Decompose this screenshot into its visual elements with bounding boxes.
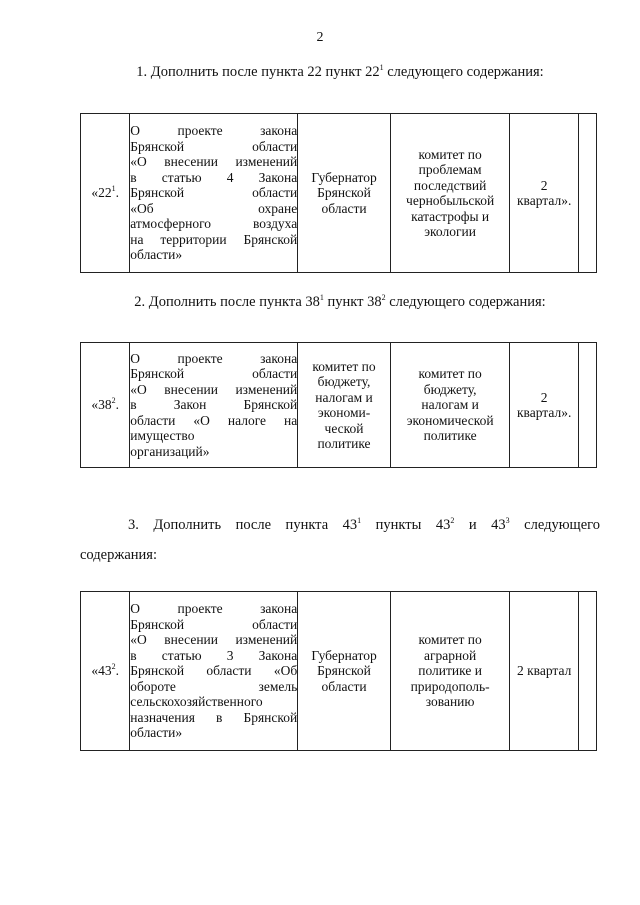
table-row — [81, 343, 597, 468]
responsible-committee-cell: комитет по аграрной политике и природополь- зованию — [390, 592, 510, 751]
instruction-1: 1. Дополнить после пункта 22 пункт $22^1$ следующего содержания: — [136, 63, 544, 80]
bill-title-line: Брянской области — [130, 616, 298, 632]
table-item-43-2 — [80, 591, 597, 751]
bill-title-line: в статью 4 Закона — [130, 169, 298, 185]
instruction-2: 2. Дополнить после пункта $38^1$ пункт $38^2$ следующего содержания: — [134, 293, 546, 310]
empty-cell — [578, 592, 596, 751]
responsible-committee-cell: комитет по проблемам последствий чернобыльской катастрофы и экологии — [390, 114, 510, 273]
bill-title-line: в Закон Брянской — [130, 397, 298, 413]
initiator-cell: комитет по бюджету, налогам и экономи- ческой политике — [298, 343, 391, 468]
bill-title-line: атмосферного воздуха — [130, 216, 298, 232]
bill-title-line: области «О налоге на — [130, 412, 298, 428]
bill-title-line: «О внесении изменений — [130, 381, 298, 397]
bill-title-line: «Об охране — [130, 200, 298, 216]
bill-title-line: организаций» — [130, 443, 210, 459]
bill-title-cell — [130, 114, 298, 273]
item-number-cell: «$38^2$. — [81, 343, 130, 468]
term-cell: 2 квартал». — [510, 343, 578, 468]
bill-title-line: назначения в Брянской — [130, 709, 298, 725]
table-item-38-2 — [80, 342, 597, 468]
bill-title-line: О проекте закона — [130, 350, 298, 366]
item-number-cell: «$43^2$. — [81, 592, 130, 751]
bill-title-line: имущество — [130, 428, 195, 444]
bill-title-line: в статью 3 Закона — [130, 647, 298, 663]
term-cell: 2 квартал — [510, 592, 578, 751]
table-row — [81, 114, 597, 273]
bill-title-line: обороте земель — [130, 678, 298, 694]
bill-title-line: сельскохозяйственного — [130, 694, 263, 710]
item-number-cell: «$22^1$. — [81, 114, 130, 273]
table-item-22-1 — [80, 113, 597, 273]
empty-cell — [578, 343, 596, 468]
empty-cell — [578, 114, 596, 273]
bill-title-line: Брянской области «Об — [130, 663, 298, 679]
bill-title-cell — [130, 592, 298, 751]
bill-title-line: О проекте закона — [130, 601, 298, 617]
term-cell: 2 квартал». — [510, 114, 578, 273]
bill-title-line: Брянской области — [130, 138, 298, 154]
page-number: 2 — [316, 30, 324, 45]
initiator-cell: Губернатор Брянской области — [298, 592, 391, 751]
bill-title-line: Брянской области — [130, 185, 298, 201]
bill-title-line: на территории Брянской — [130, 231, 298, 247]
bill-title-line: «О внесении изменений — [130, 154, 298, 170]
bill-title-line: Брянской области — [130, 366, 298, 382]
initiator-cell: Губернатор Брянской области — [298, 114, 391, 273]
bill-title-line: «О внесении изменений — [130, 632, 298, 648]
bill-title-line: О проекте закона — [130, 123, 298, 139]
bill-title-line: области» — [130, 725, 183, 741]
instruction-3: 3. Дополнить после пункта $43^1$ пункты $43^2$ и $43^3$ следующего содержания: — [80, 516, 600, 563]
responsible-committee-cell: комитет по бюджету, налогам и экономической политике — [390, 343, 510, 468]
bill-title-line: области» — [130, 247, 183, 263]
table-row — [81, 592, 597, 751]
bill-title-cell — [130, 343, 298, 468]
